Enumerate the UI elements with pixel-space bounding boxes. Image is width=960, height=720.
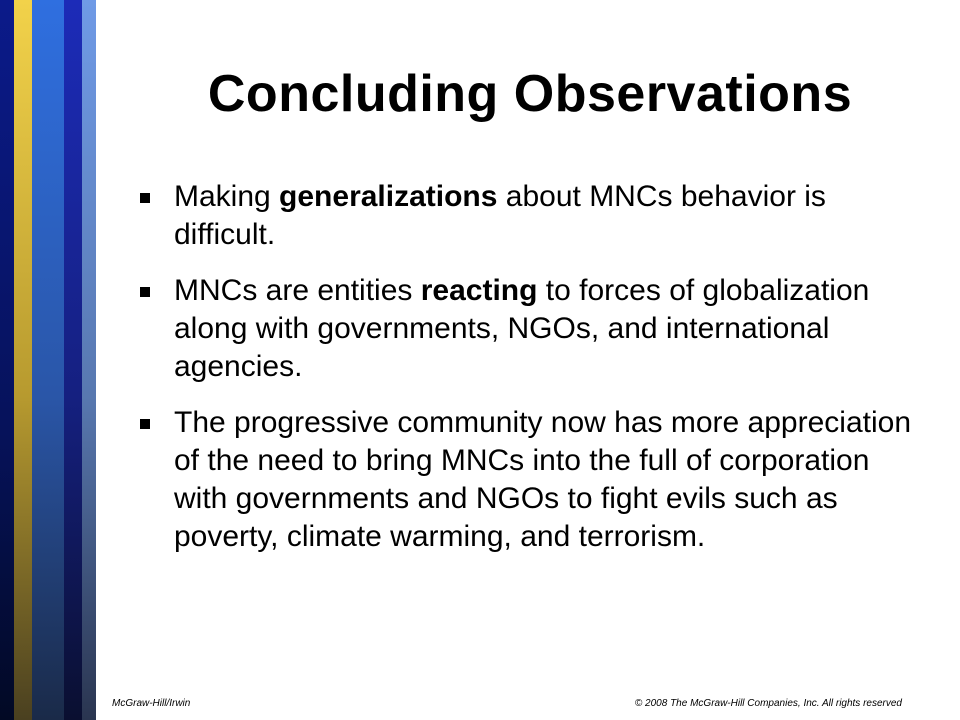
square-bullet-icon: [140, 193, 150, 203]
bullet-item: [140, 178, 930, 254]
bullet-text: The progressive community now has more appreciation of the need to bring MNCs into the full of corporation with governments and NGOs to fight evils such as poverty, climate warming, and terrorism.: [174, 406, 912, 553]
slide-title: Concluding Observations: [207, 65, 853, 123]
square-bullet-icon: [140, 287, 150, 297]
square-bullet-icon: [140, 419, 150, 429]
stripe-navy: [64, 0, 82, 720]
bullet-text-start: MNCs are entities: [174, 274, 421, 307]
bullet-item: [140, 404, 930, 556]
stripe-gap: [96, 0, 100, 720]
decorative-side-stripes: [0, 0, 100, 720]
bullet-emphasis: generalizations: [279, 180, 498, 213]
bullet-text-start: Making: [174, 180, 280, 213]
bullet-text-end: about MNCs behavior is difficult.: [174, 180, 826, 251]
bullet-list: [140, 178, 930, 574]
footer-copyright: © 2008 The McGraw-Hill Companies, Inc. All rights reserved: [634, 698, 902, 709]
bullet-emphasis: reacting: [420, 274, 538, 307]
stripe-dark-blue: [0, 0, 14, 720]
bullet-item: [140, 272, 930, 386]
footer-publisher: McGraw-Hill/Irwin: [112, 698, 191, 709]
stripe-blue: [32, 0, 64, 720]
bullet-text-end: to forces of globalization along with governments, NGOs, and international agencies.: [174, 274, 870, 383]
stripe-light-blue: [82, 0, 96, 720]
stripe-gold: [14, 0, 32, 720]
